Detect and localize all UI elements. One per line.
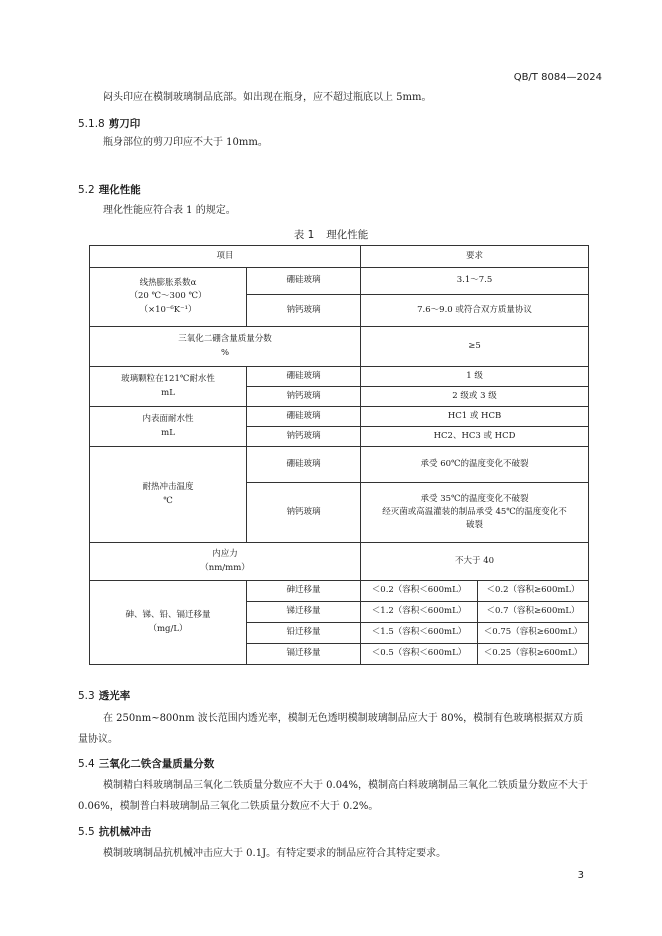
heading-title: 抗机械冲击: [98, 826, 152, 838]
requirement-value: 2 级或 3 级: [361, 387, 589, 407]
header-requirement: 要求: [361, 246, 589, 268]
label-line: 玻璃颗粒在121℃耐水性: [121, 374, 215, 385]
label-line: （20 ℃～300 ℃）: [129, 291, 207, 302]
label-line: （nm/mm）: [200, 562, 250, 573]
table-caption-title: 理化性能: [326, 229, 369, 241]
migration-small-volume: ＜0.5（容积＜600mL）: [361, 644, 478, 665]
label-internal-stress: [90, 543, 361, 581]
heading-title: 理化性能: [98, 184, 141, 196]
migration-large-volume: ＜0.75（容积≥600mL）: [478, 623, 589, 644]
heading-number: 5.5: [78, 826, 95, 838]
glass-type: 钠钙玻璃: [247, 427, 361, 447]
label-grain-water-resistance: [90, 367, 247, 407]
requirement-value: 不大于 40: [361, 543, 589, 581]
paragraph-5-2: 理化性能应符合表 1 的规定。: [103, 205, 236, 216]
properties-table: [89, 245, 589, 665]
table-row: [90, 367, 589, 387]
value-line: 承受 35℃的温度变化不破裂: [420, 493, 529, 504]
migration-large-volume: ＜0.25（容积≥600mL）: [478, 644, 589, 665]
label-line: ℃: [163, 495, 173, 506]
table-caption-number: 表 1: [293, 229, 315, 241]
table-row: [90, 543, 589, 581]
table-header-row: [90, 246, 589, 268]
glass-type: 钠钙玻璃: [247, 295, 361, 327]
requirement-value: 1 级: [361, 367, 589, 387]
glass-type: 硼硅玻璃: [247, 447, 361, 483]
heading-5-2: [78, 182, 141, 197]
heading-5-3: [78, 688, 130, 703]
heading-number: 5.3: [78, 690, 95, 702]
requirement-value: 7.6～9.0 或符合双方质量协议: [361, 295, 589, 327]
paragraph-5-1-8: 瓶身部位的剪刀印应不大于 10mm。: [103, 137, 268, 148]
header-item: 项目: [90, 246, 361, 268]
heading-5-5: [78, 824, 151, 839]
table-row: [90, 581, 589, 602]
heading-5-1-8: [78, 116, 140, 131]
label-line: mL: [161, 427, 175, 438]
label-line: 线热膨胀系数α: [139, 278, 197, 289]
heading-title: 三氧化二铁含量质量分数: [98, 758, 215, 770]
label-line: 三氧化二硼含量质量分数: [178, 334, 272, 345]
label-line: mL: [161, 387, 175, 398]
requirement-value: HC2、HC3 或 HCD: [361, 427, 589, 447]
label-thermal-shock: [90, 447, 247, 543]
table-caption: [0, 227, 662, 242]
label-thermal-expansion: [90, 268, 247, 327]
standard-code: QB/T 8084—2024: [513, 72, 602, 83]
table-row: [90, 327, 589, 367]
heading-number: 5.2: [78, 184, 95, 196]
table-row: [90, 407, 589, 427]
table-row: [90, 268, 589, 295]
requirement-value: ≥5: [361, 327, 589, 367]
migration-name: 锑迁移量: [247, 602, 361, 623]
glass-type: 钠钙玻璃: [247, 387, 361, 407]
migration-large-volume: ＜0.2（容积≥600mL）: [478, 581, 589, 602]
paragraph-5-5: 模制玻璃制品抗机械冲击应大于 0.1J。有特定要求的制品应符合其特定要求。: [103, 848, 447, 859]
heading-title: 透光率: [98, 690, 131, 702]
migration-name: 镉迁移量: [247, 644, 361, 665]
table-row: [90, 447, 589, 483]
value-line: 破裂: [466, 520, 484, 531]
label-line: 耐热冲击温度: [142, 482, 194, 493]
value-line: 经灭菌或高温灌装的制品承受 45℃的温度变化不: [382, 506, 567, 517]
label-inner-surface-water-resistance: [90, 407, 247, 447]
heading-5-4: [78, 756, 214, 771]
migration-small-volume: ＜0.2（容积＜600mL）: [361, 581, 478, 602]
glass-type: 硼硅玻璃: [247, 367, 361, 387]
migration-small-volume: ＜1.5（容积＜600mL）: [361, 623, 478, 644]
paragraph-5-3: 在 250nm~800nm 波长范围内透光率，模制无色透明模制玻璃制品应大于 80%，模制有色玻璃根据双方质量协议。: [78, 713, 584, 745]
migration-large-volume: ＜0.7（容积≥600mL）: [478, 602, 589, 623]
label-line: 砷、锑、铅、镉迁移量: [125, 610, 211, 621]
heading-number: 5.1.8: [78, 118, 105, 130]
label-heavy-metal-migration: [90, 581, 247, 665]
migration-name: 砷迁移量: [247, 581, 361, 602]
heading-number: 5.4: [78, 758, 95, 770]
requirement-value: 承受 60℃的温度变化不破裂: [361, 447, 589, 483]
migration-name: 铅迁移量: [247, 623, 361, 644]
migration-small-volume: ＜1.2（容积＜600mL）: [361, 602, 478, 623]
glass-type: 硼硅玻璃: [247, 407, 361, 427]
label-line: 内表面耐水性: [142, 414, 194, 425]
page-number: 3: [577, 870, 584, 881]
label-line: （×10⁻⁶K⁻¹）: [139, 304, 197, 315]
label-boron-oxide: [90, 327, 361, 367]
label-line: %: [220, 347, 230, 358]
requirement-value: 3.1～7.5: [361, 268, 589, 295]
glass-type: 钠钙玻璃: [247, 483, 361, 543]
intro-line: 闷头印应在模制玻璃制品底部。如出现在瓶身，应不超过瓶底以上 5mm。: [103, 92, 432, 103]
requirement-value: HC1 或 HCB: [361, 407, 589, 427]
heading-title: 剪刀印: [108, 118, 141, 130]
label-line: （mg/L）: [148, 623, 188, 634]
requirement-value: [361, 483, 589, 543]
glass-type: 硼硅玻璃: [247, 268, 361, 295]
label-line: 内应力: [212, 549, 238, 560]
paragraph-5-4: 模制精白料玻璃制品三氧化二铁质量分数应不大于 0.04%，模制高白料玻璃制品三氧化二铁质量分数应不大于 0.06%，模制普白料玻璃制品三氧化二铁质量分数应不大于 0.2%。: [78, 780, 588, 812]
